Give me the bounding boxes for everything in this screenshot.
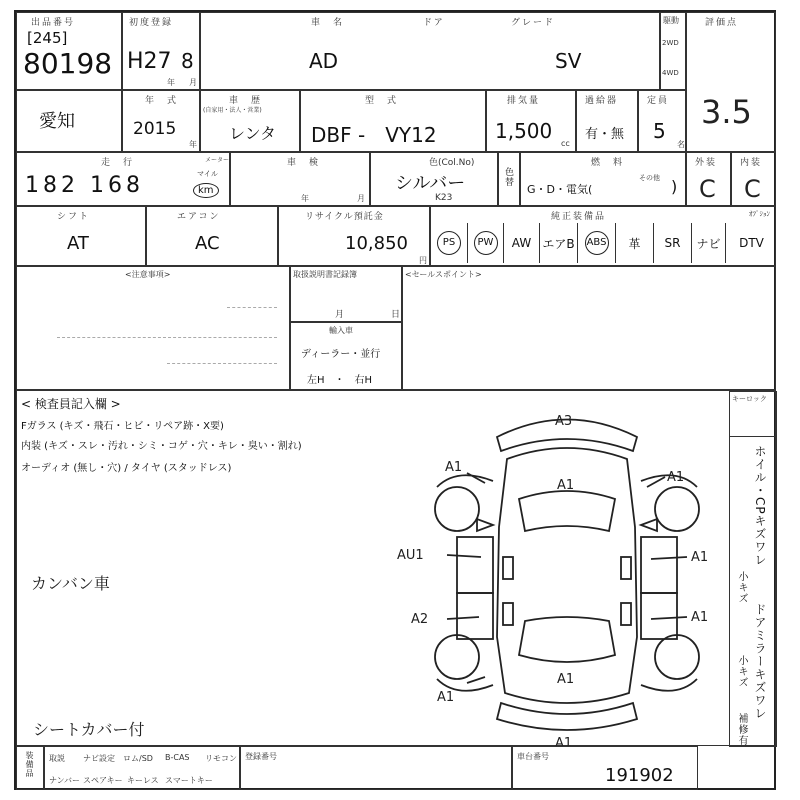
displacement-unit: cc bbox=[561, 139, 570, 148]
footer-vehicle-value: 191902 bbox=[605, 765, 674, 786]
displacement-cell bbox=[486, 90, 576, 152]
history-header: 車 歴 bbox=[229, 96, 263, 106]
turbo-value: 有・無 bbox=[585, 127, 625, 142]
import-dealer: ディーラー・並行 bbox=[301, 349, 381, 360]
score-header: 評価点 bbox=[705, 18, 739, 28]
color-code: K23 bbox=[435, 193, 453, 203]
import-header: 輸入車 bbox=[329, 326, 353, 335]
first-reg-cell bbox=[122, 12, 200, 90]
history-cell bbox=[200, 90, 300, 152]
footer-reg-cell bbox=[240, 746, 512, 790]
side-note-small2: 小キズ bbox=[736, 655, 747, 688]
mileage-cell bbox=[16, 152, 230, 206]
fuel-value: G・D・電気( bbox=[527, 183, 593, 196]
warranty-header: 取扱説明書記録簿 bbox=[293, 270, 357, 279]
doors-header: ドア bbox=[423, 18, 445, 28]
lot-number: 80198 bbox=[23, 47, 113, 80]
capacity-cell bbox=[638, 90, 686, 152]
footer-r2-0: ナンバー bbox=[49, 776, 81, 785]
car-name-cell bbox=[200, 12, 660, 90]
turbo-header: 過給器 bbox=[585, 96, 619, 106]
shift-cell bbox=[16, 206, 146, 266]
equip-navi bbox=[691, 223, 725, 263]
color-change: 色替 bbox=[503, 167, 513, 187]
region-value: 愛知 bbox=[39, 111, 75, 132]
inspection-nen: 年 bbox=[301, 194, 309, 203]
equip-ps-label: PS bbox=[437, 231, 461, 255]
mark-bonnet: A1 bbox=[557, 478, 575, 493]
car-name-value: AD bbox=[309, 49, 339, 73]
equip-airbag-label: エアB bbox=[542, 236, 575, 251]
footer-r1-3: B-CAS bbox=[165, 753, 190, 762]
history-value: レンタ bbox=[229, 124, 276, 143]
equip-leather-label: 革 bbox=[628, 236, 641, 251]
fuel-other: その他 bbox=[639, 174, 660, 182]
inspector-note-kanban: カンバン車 bbox=[31, 574, 110, 593]
mark-left-rear-door: A2 bbox=[411, 612, 429, 627]
inspector-line2: 内装 (キズ・スレ・汚れ・シミ・コゲ・穴・キレ・臭い・割れ) bbox=[21, 441, 302, 452]
recycle-unit: 円 bbox=[419, 256, 427, 265]
mark-rear-bumper: A1 bbox=[555, 736, 573, 747]
car-name-header: 車 名 bbox=[311, 18, 345, 28]
warranty-hi: 日 bbox=[391, 310, 401, 320]
drive-cell bbox=[660, 12, 686, 90]
inspection-tsuki: 月 bbox=[357, 194, 365, 203]
recycle-value: 10,850 bbox=[345, 233, 408, 254]
inspector-line3: オーディオ (無し・穴) / タイヤ (スタッドレス) bbox=[21, 463, 232, 474]
mark-right-rear-door: A1 bbox=[691, 610, 709, 625]
aircon-header: エアコン bbox=[177, 212, 221, 222]
year-cell bbox=[122, 90, 200, 152]
equip-airbag bbox=[539, 223, 577, 263]
history-sub: (自家用・法人・営業) bbox=[203, 107, 262, 114]
capacity-unit: 名 bbox=[677, 140, 685, 149]
mileage-unit: km bbox=[193, 183, 219, 198]
keylock-label: キーロック bbox=[732, 395, 767, 403]
recycle-cell bbox=[278, 206, 430, 266]
turbo-cell bbox=[576, 90, 638, 152]
inspector-note-seatcover: シートカバー付 bbox=[33, 720, 145, 739]
drive-header: 駆動 bbox=[663, 16, 679, 25]
footer-r1-0: 取説 bbox=[49, 754, 65, 763]
footer-r2-1: スペアキー bbox=[83, 776, 123, 785]
first-reg-value: H27 bbox=[127, 49, 172, 74]
auction-sheet bbox=[14, 10, 776, 790]
mark-left-rear-fender: A1 bbox=[437, 690, 455, 705]
first-reg-tsuki: 月 bbox=[189, 78, 197, 87]
equip-navi-label: ナビ bbox=[696, 236, 721, 251]
inspector-line1: Fガラス (キズ・飛石・ヒビ・リペア跡・X要) bbox=[21, 421, 224, 432]
model-header: 型 式 bbox=[365, 96, 399, 106]
aircon-cell bbox=[146, 206, 278, 266]
footer-equip-header: 装備品 bbox=[25, 751, 34, 778]
car-diagram bbox=[397, 407, 727, 747]
sales-header: <セールスポイント> bbox=[405, 270, 482, 279]
equip-pw bbox=[467, 223, 503, 263]
displacement-value: 1,500 bbox=[495, 119, 553, 143]
interior-value: C bbox=[744, 175, 761, 203]
mileage-value: 182 168 bbox=[25, 173, 144, 198]
footer-equip-grid bbox=[44, 746, 240, 790]
mark-right-front-fender: A1 bbox=[667, 470, 685, 485]
equip-dtv bbox=[725, 223, 777, 263]
footer-r1-2: ロム/SD bbox=[123, 754, 153, 763]
displacement-header: 排気量 bbox=[507, 96, 541, 106]
grade-header: グレード bbox=[511, 18, 556, 28]
color-value: シルバー bbox=[395, 173, 466, 194]
equip-abs-label: ABS bbox=[585, 231, 609, 255]
inspection-cell bbox=[230, 152, 370, 206]
exterior-value: C bbox=[699, 175, 716, 203]
exterior-cell bbox=[686, 152, 731, 206]
aircon-value: AC bbox=[195, 233, 220, 254]
year-header: 年 式 bbox=[145, 96, 179, 106]
recycle-header: リサイクル預託金 bbox=[305, 212, 384, 222]
inspector-area bbox=[16, 390, 776, 746]
side-notes-box bbox=[729, 437, 777, 747]
notes-cell bbox=[16, 266, 290, 390]
color-header: 色(Col.No) bbox=[429, 158, 475, 168]
footer-r2-3: スマートキー bbox=[165, 776, 213, 785]
footer-vehicle-header: 車台番号 bbox=[517, 752, 549, 761]
mark-left-front-fender: A1 bbox=[445, 460, 463, 475]
lot-bracket: [245] bbox=[27, 29, 68, 47]
footer-left bbox=[16, 746, 44, 790]
first-reg-header: 初度登録 bbox=[129, 18, 174, 28]
side-note-wheel: ホイル・CPキズワレ bbox=[753, 445, 767, 567]
footer-reg-header: 登録番号 bbox=[245, 752, 277, 761]
equipment-extra-header: ｵﾌﾟｼｮﾝ bbox=[749, 210, 770, 218]
footer-r1-1: ナビ設定 bbox=[83, 754, 115, 763]
footer-vehicle-cell bbox=[512, 746, 698, 790]
side-note-repair: 補修有 bbox=[736, 713, 747, 746]
capacity-value: 5 bbox=[653, 119, 666, 143]
equip-sr bbox=[653, 223, 691, 263]
footer-r2-2: キーレス bbox=[127, 776, 159, 785]
inspection-header: 車 検 bbox=[287, 158, 321, 168]
equipment-cell bbox=[430, 206, 776, 266]
capacity-header: 定員 bbox=[647, 96, 670, 106]
color-change-cell bbox=[498, 152, 520, 206]
side-note-small1: 小キズ bbox=[736, 571, 747, 604]
year-value: 2015 bbox=[133, 119, 177, 139]
equip-ps bbox=[431, 223, 467, 263]
model-value: DBF - VY12 bbox=[311, 123, 437, 147]
model-cell bbox=[300, 90, 486, 152]
year-suffix: 年 bbox=[189, 140, 197, 149]
score-value: 3.5 bbox=[701, 93, 752, 131]
mark-front-bumper: A3 bbox=[555, 414, 573, 429]
warranty-tsuki: 月 bbox=[335, 310, 345, 320]
equipment-header: 純正装備品 bbox=[551, 212, 607, 222]
equip-sr-label: SR bbox=[664, 236, 681, 250]
keylock-box bbox=[729, 391, 777, 437]
footer-r1-4: リモコン bbox=[205, 754, 237, 763]
equip-abs bbox=[577, 223, 615, 263]
sales-cell bbox=[402, 266, 776, 390]
first-reg-month: 8 bbox=[181, 49, 194, 73]
import-steer: 左H ・ 右H bbox=[307, 375, 373, 386]
inspector-header: < 検査員記入欄 > bbox=[21, 397, 121, 411]
shift-header: シフト bbox=[57, 212, 91, 222]
side-note-mirror: ドアミラーキズワレ bbox=[753, 603, 767, 720]
equip-dtv-label: DTV bbox=[739, 236, 764, 250]
interior-cell bbox=[731, 152, 776, 206]
score-cell bbox=[686, 12, 776, 152]
fuel-cell bbox=[520, 152, 686, 206]
region-cell bbox=[16, 90, 122, 152]
shift-value: AT bbox=[67, 233, 89, 254]
mark-right-front-door: A1 bbox=[691, 550, 709, 565]
notes-header: <注意事項> bbox=[125, 270, 171, 279]
grade-value: SV bbox=[555, 49, 582, 73]
mark-trunk: A1 bbox=[557, 672, 575, 687]
mileage-header: 走 行 bbox=[101, 158, 135, 168]
mileage-unit-alt: マイル bbox=[197, 170, 218, 178]
import-cell bbox=[290, 322, 402, 390]
drive-2wd: 2WD bbox=[662, 39, 679, 47]
equip-aw-label: AW bbox=[511, 236, 532, 250]
equip-pw-label: PW bbox=[474, 231, 498, 255]
interior-header: 内装 bbox=[740, 158, 763, 168]
fuel-header: 燃 料 bbox=[591, 158, 625, 168]
lot-header: 出品番号 bbox=[31, 18, 76, 28]
color-cell bbox=[370, 152, 498, 206]
fuel-close: ) bbox=[671, 177, 678, 196]
equip-leather bbox=[615, 223, 653, 263]
mileage-meter: メーター bbox=[205, 157, 230, 164]
first-reg-nen: 年 bbox=[167, 78, 175, 87]
equip-aw bbox=[503, 223, 539, 263]
mark-left-front-door: AU1 bbox=[397, 548, 424, 563]
warranty-cell bbox=[290, 266, 402, 322]
drive-4wd: 4WD bbox=[662, 69, 679, 77]
exterior-header: 外装 bbox=[695, 158, 718, 168]
lot-cell bbox=[16, 12, 122, 90]
